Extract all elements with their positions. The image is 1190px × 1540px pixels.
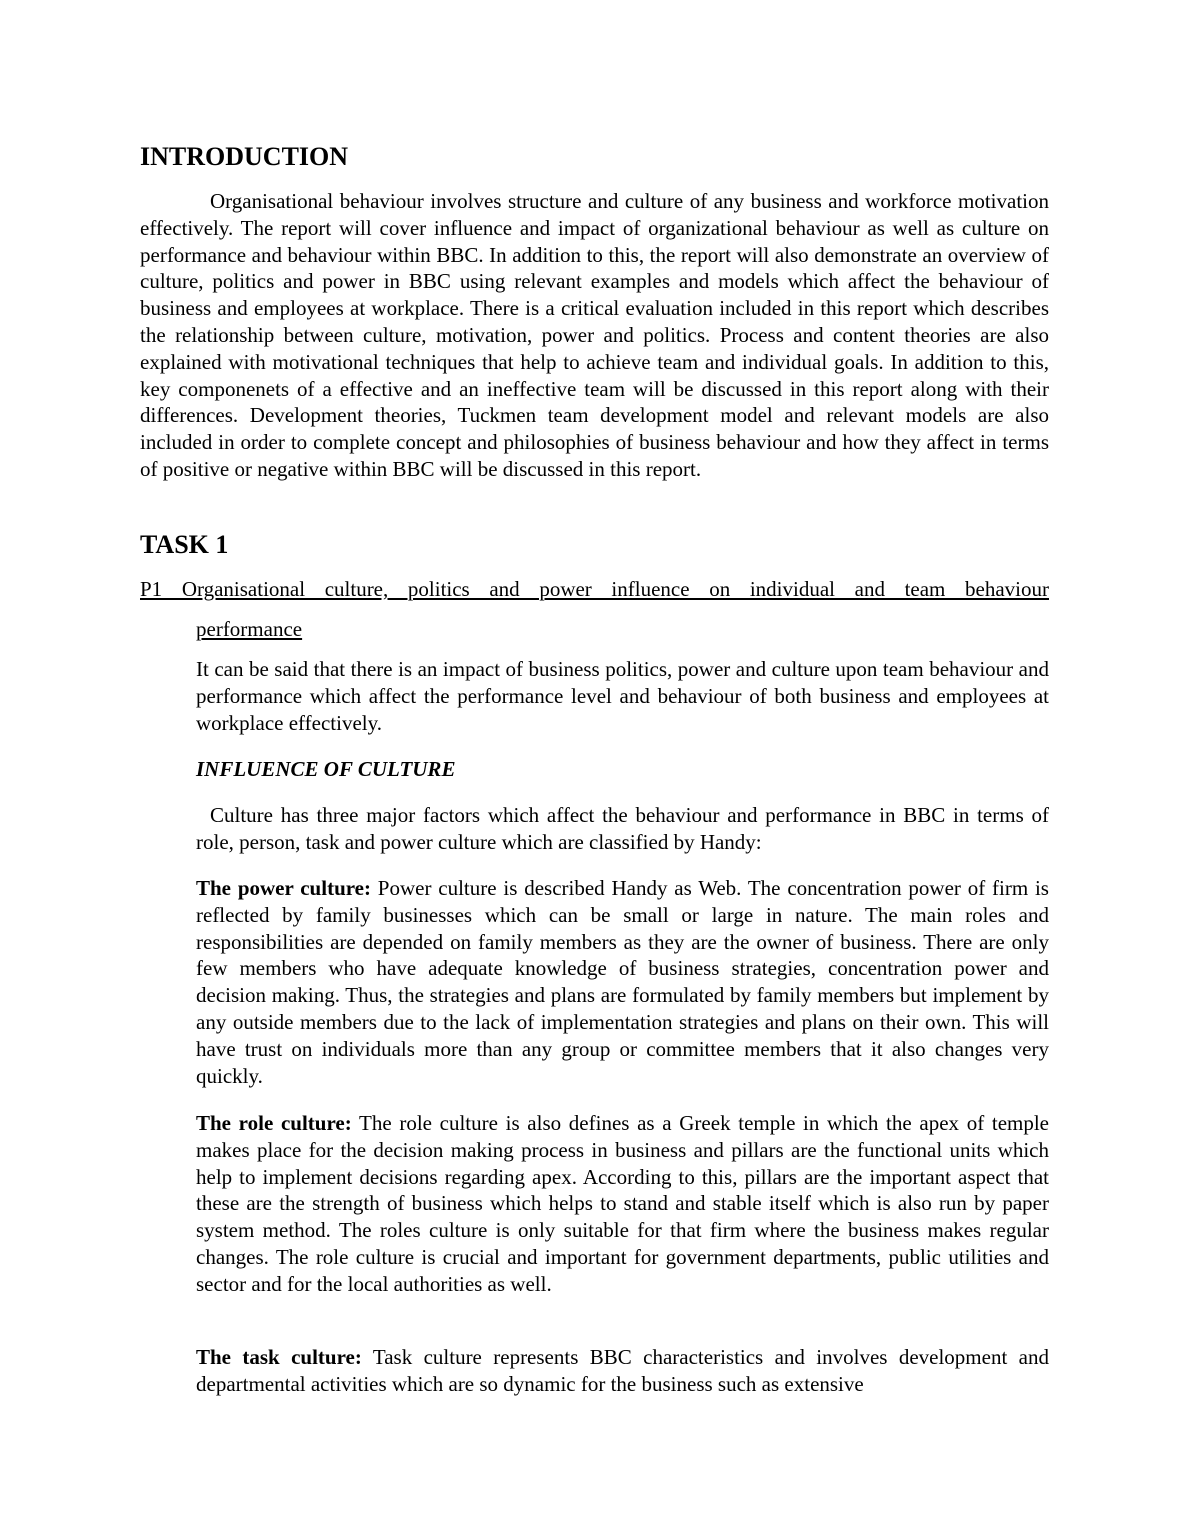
power-culture-paragraph <box>196 875 1049 1089</box>
power-culture-term: The power culture: <box>196 876 371 900</box>
introduction-heading: INTRODUCTION <box>140 142 349 171</box>
impact-paragraph: It can be said that there is an impact of business politics, power and culture upon team behaviour and performance which affect the performance level and behaviour of both business and employees at workplace effectively. <box>196 657 1049 735</box>
role-culture-term: The role culture: <box>196 1111 352 1135</box>
task-culture-term: The task culture: <box>196 1345 362 1369</box>
p1-title-line1: P1 Organisational culture, politics and power influence on individual and team behaviour <box>140 577 1049 601</box>
role-culture-text: The role culture is also defines as a Greek temple in which the apex of temple makes place for the decision making process in business and pillars are the functional units which help to implement decisions regarding apex. According to this, pillars are the important aspect that these are the strength of business which helps to stand and stable itself which is also run by paper system method. The roles culture is only suitable for that firm where the business makes regular changes. The role culture is crucial and important for government departments, public utilities and sector and for the local authorities as well. <box>196 1111 1050 1296</box>
task-culture-paragraph <box>196 1344 1049 1398</box>
power-culture-text: Power culture is described Handy as Web. The concentration power of firm is reflected by family businesses which can be small or large in nature. The main roles and responsibilities are depended on family members as they are the owner of business. There are only few members who have adequate knowledge of business strategies, concentration power and decision making. Thus, the strategies and plans are formulated by family members but implement by any outside members due to the lack of implementation strategies and plans on their own. This will have trust on individuals more than any group or committee members that it also changes very quickly. <box>196 876 1049 1088</box>
introduction-paragraph: Organisational behaviour involves structure and culture of any business and workforce motivation effectively. The report will cover influence and impact of organizational behaviour as well as culture on performance and behaviour within BBC. In addition to this, the report will also demonstrate an overview of culture, politics and power in BBC using relevant examples and models which affect the behaviour of business and employees at workplace. There is a critical evaluation included in this report which describes the relationship between culture, motivation, power and politics. Process and content theories are also explained with motivational techniques that help to achieve team and individual goals. In addition to this, key componenets of a effective and an ineffective team will be discussed in this report along with their differences. Development theories, Tuckmen team development model and relevant models are also included in order to complete concept and philosophies of business behaviour and how they affect in terms of positive or negative within BBC will be discussed in this report. <box>140 189 1049 481</box>
role-culture-paragraph <box>196 1110 1049 1298</box>
task1-heading: TASK 1 <box>140 530 229 559</box>
task-culture-text: Task culture represents BBC characteristics and involves development and departmental activities which are so dynamic for the business such as extensive <box>196 1345 1049 1396</box>
influence-of-culture-heading: INFLUENCE OF CULTURE <box>196 757 456 781</box>
culture-paragraph: Culture has three major factors which affect the behaviour and performance in BBC in terms of role, person, task and power culture which are classified by Handy: <box>196 803 1049 854</box>
p1-title-line2: performance <box>196 617 303 641</box>
